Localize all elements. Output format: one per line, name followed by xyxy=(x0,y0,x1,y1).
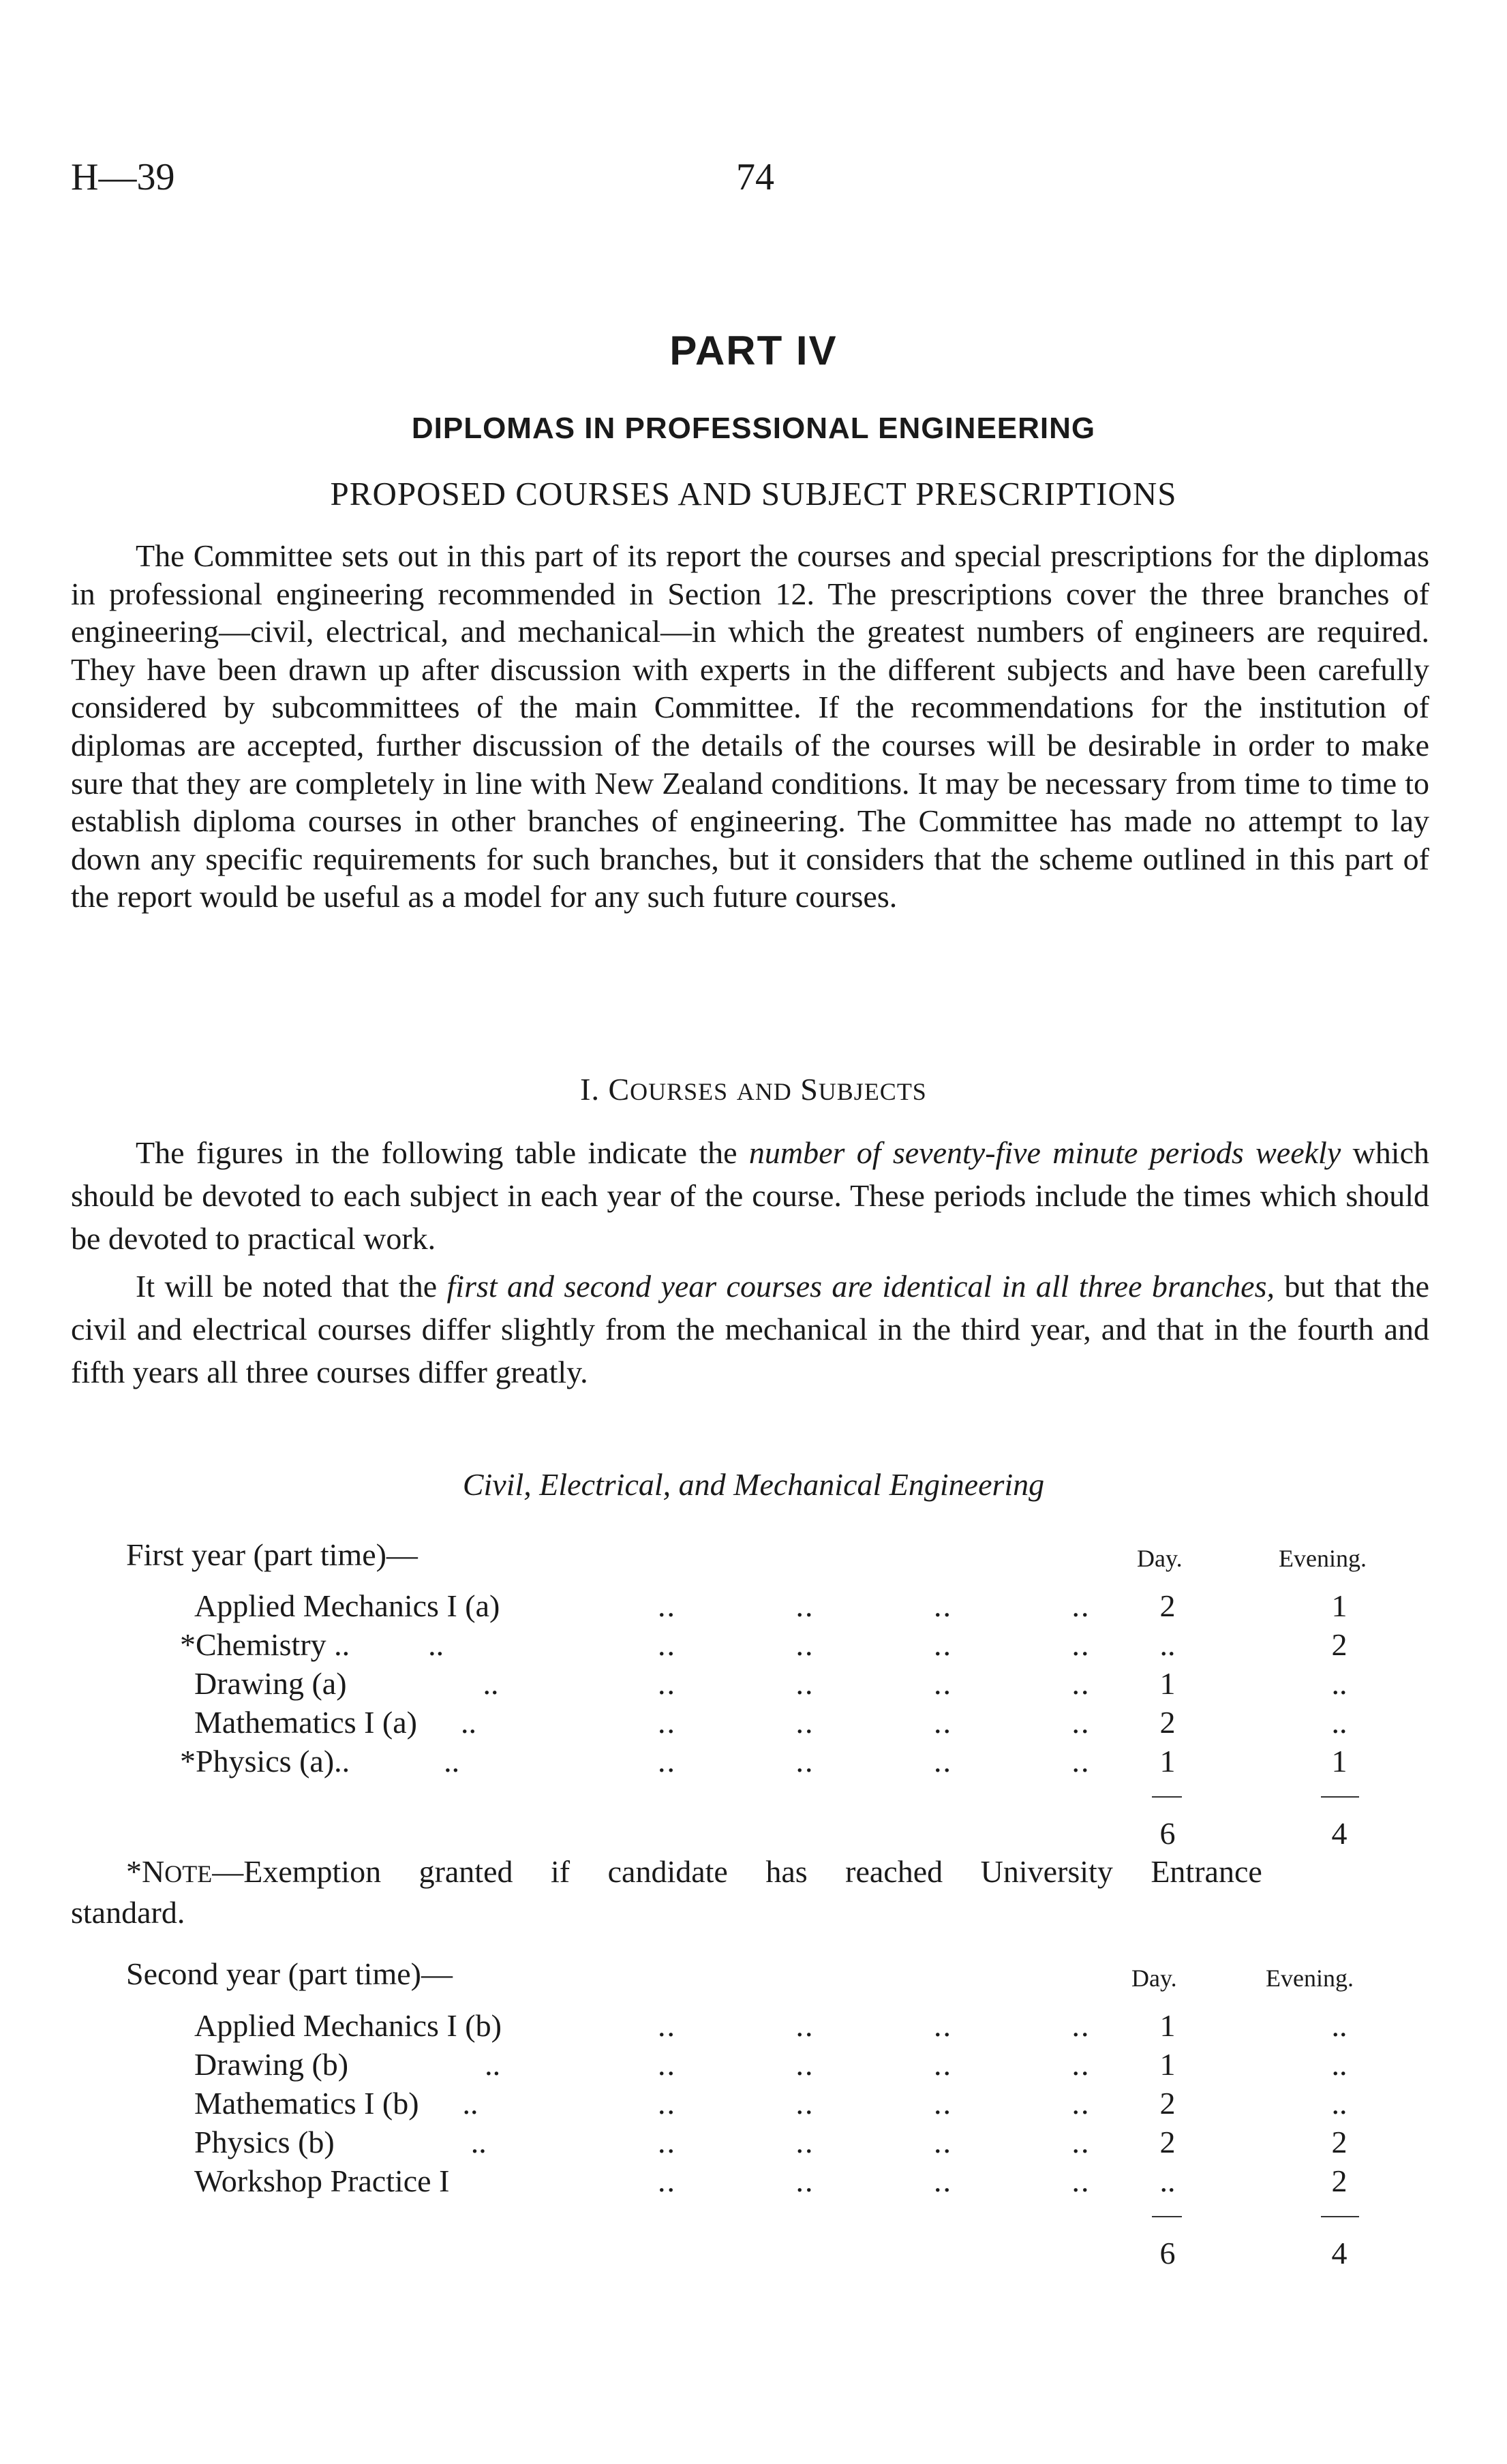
section-subtitle: DIPLOMAS IN PROFESSIONAL ENGINEERING xyxy=(411,412,1096,445)
first-year-day-value: 1 xyxy=(1159,1666,1176,1701)
evening-total-rule xyxy=(1321,2216,1359,2217)
second-year-evening-value: .. xyxy=(1331,2086,1348,2121)
second-year-col-evening: Evening. xyxy=(1266,1965,1354,1992)
leader-dots: .. .. .. .. xyxy=(658,1744,1091,1778)
section-heading: I. COURSES AND SUBJECTS xyxy=(580,1072,927,1107)
second-year-subject-drawing: Drawing (b) .. xyxy=(194,2047,501,2082)
second-year-col-day: Day. xyxy=(1131,1965,1177,1992)
leader-dots: .. .. .. .. xyxy=(658,1705,1091,1740)
leader-dots: .. .. .. .. xyxy=(658,1588,1091,1623)
first-year-heading: First year (part time)— xyxy=(126,1537,418,1572)
day-total-rule xyxy=(1152,1796,1182,1798)
first-year-evening-value: 2 xyxy=(1331,1627,1348,1662)
second-year-heading: Second year (part time)— xyxy=(126,1956,453,1991)
second-year-day-value: 2 xyxy=(1159,2125,1176,2159)
leader-dots: .. .. .. .. xyxy=(658,2047,1091,2082)
first-year-evening-value: 1 xyxy=(1331,1744,1348,1778)
courses-note-paragraph: It will be noted that the first and second year courses are identical in all three branches, but that the civil and electrical courses differ slightly from the mechanical in the third year, and that in the fourth and fifth years all three courses differ greatly. xyxy=(71,1269,1429,1389)
leader-dots: .. .. .. .. xyxy=(658,2163,1091,2198)
first-year-evening-value: 1 xyxy=(1331,1588,1348,1623)
exemption-note: *NOTE—Exemption granted if candidate has reached University Entrance xyxy=(126,1854,1262,1889)
second-year-evening-value: .. xyxy=(1331,2047,1348,2082)
first-year-evening-total: 4 xyxy=(1331,1816,1348,1851)
page-number: 74 xyxy=(736,156,774,198)
first-year-evening-value: .. xyxy=(1331,1666,1348,1701)
first-year-day-value: .. xyxy=(1159,1627,1176,1662)
first-year-subject-physics: *Physics (a).. .. xyxy=(180,1744,460,1778)
document-reference: H—39 xyxy=(71,156,175,198)
second-year-evening-value: 2 xyxy=(1331,2125,1348,2159)
second-year-evening-total: 4 xyxy=(1331,2236,1348,2270)
first-year-subject-applied-mechanics: Applied Mechanics I (a) xyxy=(194,1588,500,1623)
part-title: PART IV xyxy=(669,328,838,373)
first-year-subject-drawing: Drawing (a) .. xyxy=(194,1666,499,1701)
leader-dots: .. .. .. .. xyxy=(658,1666,1091,1701)
leader-dots: .. .. .. .. xyxy=(658,2125,1091,2159)
intro-paragraph-text: The Committee sets out in this part of its report the courses and special prescriptions for the diplomas in professional engineering recommended in Section 12. The prescriptions cover the three branches of engineering—civil, electrical, and mechanical—in which the greatest numbers of engineers are required. They have been drawn up after discussion with experts in the different subjects and have been carefully considered by subcommittees of the main Committee. If the recommendations for the institution of diplomas are accepted, further discussion of the details of the courses will be desirable in order to make sure that they are completely in line with New Zealand conditions. It may be necessary from time to time to establish diploma courses in other branches of engineering. The Committee has made no attempt to lay down any specific requirements for such branches, but it considers that the scheme outlined in this part of the report would be useful as a model for any such future courses. xyxy=(71,538,1429,914)
exemption-note-continued: standard. xyxy=(71,1895,185,1930)
table-explanation-paragraph: The figures in the following table indicate the number of seventy-five minute periods weekly which should be devoted to each subject in each year of the course. These periods include the times which should be devoted to practical work. xyxy=(71,1135,1429,1256)
table-caption: Civil, Electrical, and Mechanical Engineering xyxy=(462,1467,1045,1502)
first-year-day-value: 2 xyxy=(1159,1705,1176,1740)
first-year-evening-value: .. xyxy=(1331,1705,1348,1740)
second-year-evening-value: 2 xyxy=(1331,2163,1348,2198)
emphasis-identical-courses: first and second year courses are identical in all three branches, xyxy=(446,1269,1275,1304)
second-year-subject-workshop-practice: Workshop Practice I xyxy=(194,2163,450,2198)
second-year-day-value: 1 xyxy=(1159,2008,1176,2043)
first-year-day-value: 1 xyxy=(1159,1744,1176,1778)
first-year-subject-mathematics: Mathematics I (a) .. xyxy=(194,1705,476,1740)
leader-dots: .. .. .. .. xyxy=(658,2086,1091,2121)
leader-dots: .. .. .. .. xyxy=(658,1627,1091,1662)
evening-total-rule xyxy=(1321,1796,1359,1798)
first-year-day-total: 6 xyxy=(1159,1816,1176,1851)
day-total-rule xyxy=(1152,2216,1182,2217)
second-year-subject-applied-mechanics: Applied Mechanics I (b) xyxy=(194,2008,502,2043)
section-subtitle-secondary: PROPOSED COURSES AND SUBJECT PRESCRIPTIONS xyxy=(330,475,1177,512)
second-year-day-total: 6 xyxy=(1159,2236,1176,2270)
second-year-day-value: 1 xyxy=(1159,2047,1176,2082)
second-year-subject-mathematics: Mathematics I (b) .. xyxy=(194,2086,478,2121)
leader-dots: .. .. .. .. xyxy=(658,2008,1091,2043)
emphasis-periods: number of seventy-five minute periods weekly xyxy=(748,1135,1341,1170)
first-year-subject-chemistry: *Chemistry .. .. xyxy=(180,1627,444,1662)
first-year-col-evening: Evening. xyxy=(1279,1545,1367,1572)
second-year-subject-physics: Physics (b) .. xyxy=(194,2125,487,2159)
second-year-evening-value: .. xyxy=(1331,2008,1348,2043)
intro-paragraph xyxy=(71,537,1429,916)
first-year-col-day: Day. xyxy=(1137,1545,1183,1572)
second-year-day-value: 2 xyxy=(1159,2086,1176,2121)
first-year-day-value: 2 xyxy=(1159,1588,1176,1623)
second-year-day-value: .. xyxy=(1159,2163,1176,2198)
